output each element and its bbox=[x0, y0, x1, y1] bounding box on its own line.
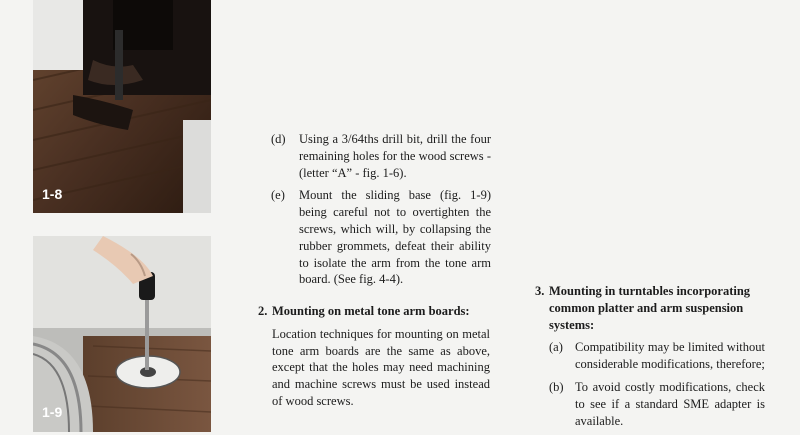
drill-photo-illustration bbox=[33, 0, 211, 213]
list-item bbox=[271, 131, 491, 181]
item-text: To avoid costly modifications, check to see if a standard SME adapter is available. bbox=[575, 379, 765, 428]
section-metal-boards bbox=[258, 303, 490, 410]
section-suspension-systems bbox=[535, 283, 765, 435]
section-paragraph: Location techniques for mounting on metal tone arm boards are the same as above, except that the holes may need machining and machine screws must be used instead of wood screws. bbox=[272, 326, 490, 408]
section-number: 2. bbox=[258, 304, 268, 318]
figure-label: 1-9 bbox=[42, 404, 63, 420]
section-heading bbox=[258, 303, 490, 320]
item-marker: (d) bbox=[271, 132, 286, 146]
section-title: Mounting on metal tone arm boards: bbox=[272, 304, 470, 318]
item-marker: (b) bbox=[549, 379, 564, 394]
item-text: Using a 3/64ths drill bit, drill the four remaining holes for the wood screws - (letter “A” - fig. 1-6). bbox=[299, 132, 491, 180]
item-text: Mount the sliding base (fig. 1-9) being careful not to overtighten the screws, which will, by collapsing the rubber grommets, defeat their ability to isolate the arm from the tone arm board. (See fig. 4-4). bbox=[299, 188, 491, 287]
item-marker: (a) bbox=[549, 340, 563, 355]
turntable-photo-illustration bbox=[33, 236, 211, 432]
list-item bbox=[271, 187, 491, 288]
figure-1-9-photo bbox=[33, 236, 211, 432]
item-text: Compatibility may be limited without considerable modifications, therefore; bbox=[575, 340, 765, 372]
list-item bbox=[535, 379, 765, 429]
figure-1-8-photo bbox=[33, 0, 211, 213]
section-number: 3. bbox=[535, 284, 545, 298]
section-heading bbox=[535, 283, 765, 333]
item-marker: (e) bbox=[271, 188, 285, 203]
drilling-steps bbox=[271, 131, 491, 294]
list-item bbox=[535, 339, 765, 373]
figure-label: 1-8 bbox=[42, 186, 63, 202]
section-title: Mounting in turntables incorporating common platter and arm suspension systems: bbox=[549, 284, 751, 332]
